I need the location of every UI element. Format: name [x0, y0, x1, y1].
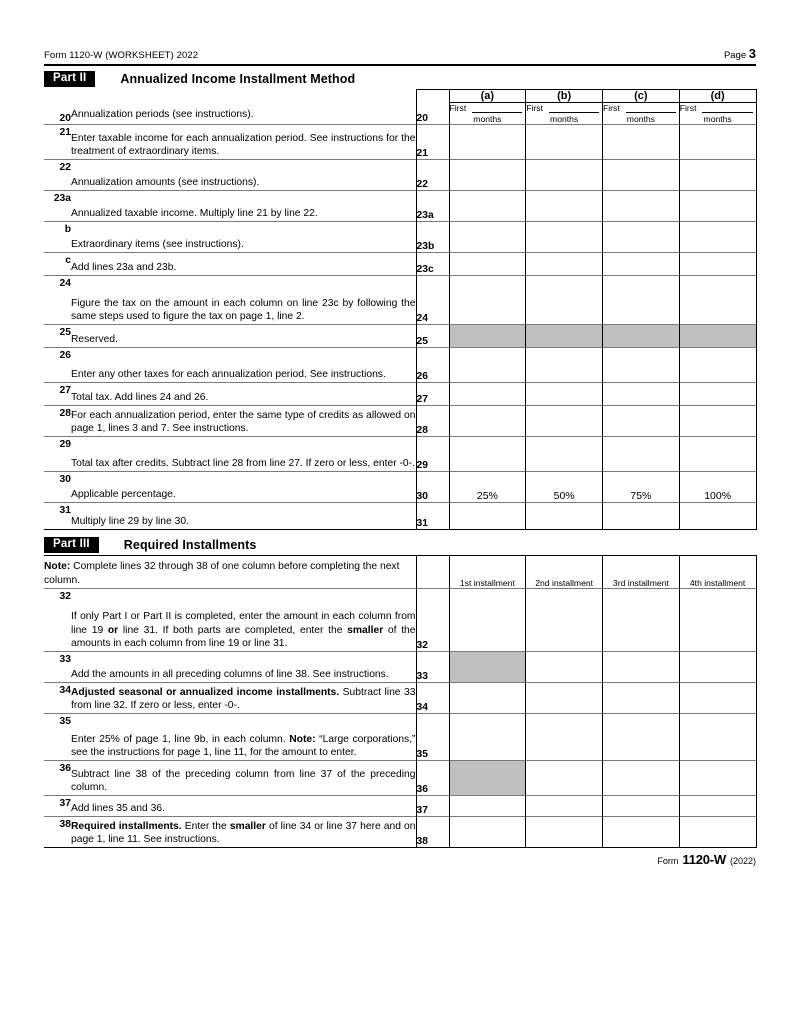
line-number-23a: 23a: [416, 191, 449, 222]
cell-input-p2-21-1[interactable]: [449, 125, 526, 160]
form-row-21: [44, 125, 756, 160]
row-desc-seg-38-2: Enter the: [181, 820, 230, 832]
cell-input-p3-37-1[interactable]: [449, 796, 526, 817]
part-2-header-lineno-spacer: [416, 90, 449, 103]
line-number-34: 34: [416, 683, 449, 714]
cell-input-p2-21-3[interactable]: [603, 125, 680, 160]
note-label: Note:: [44, 561, 71, 573]
row-description-36: [71, 761, 416, 796]
cell-input-p2-22-3[interactable]: [603, 160, 680, 191]
cell-input-p2-23c-3[interactable]: [603, 253, 680, 276]
line-number-23b: 23b: [416, 222, 449, 253]
row-number-34: 34: [44, 683, 71, 714]
part-2-banner: [44, 69, 756, 89]
row-desc-seg-33-1: Add the amounts in all preceding columns of line 38. See instructions.: [71, 669, 389, 681]
cell-shaded-p2-25-2: [526, 325, 603, 348]
form-row-26: [44, 348, 756, 383]
row-desc-seg-38-1: Required installments.: [71, 820, 182, 832]
cell-input-p2-24-3[interactable]: [603, 276, 680, 325]
row-description-22: Annualization amounts (see instructions).: [71, 160, 416, 191]
form-row-22: [44, 160, 756, 191]
page-indicator: [724, 46, 756, 61]
cell-input-p3-34-3[interactable]: [603, 683, 680, 714]
row-desc-seg-34-1: Adjusted seasonal or annualized income installments.: [71, 686, 340, 698]
row-number-22: 22: [44, 160, 71, 191]
page-label: Page: [723, 50, 747, 61]
cell-input-p2-30-1[interactable]: 25%: [449, 472, 526, 503]
cell-input-p2-23b-3[interactable]: [603, 222, 680, 253]
cell-input-p2-27-3[interactable]: [603, 383, 680, 406]
line-number-25: 25: [416, 325, 449, 348]
row-number-38: 38: [44, 817, 71, 848]
cell-input-p2-29-3[interactable]: [603, 437, 680, 472]
cell-input-p3-34-2[interactable]: [526, 683, 603, 714]
row-description-23b: Extraordinary items (see instructions).: [71, 222, 416, 253]
cell-input-p3-36-2[interactable]: [526, 761, 603, 796]
row-description-31: Multiply line 29 by line 30.: [71, 503, 416, 530]
cell-input-p2-21-4[interactable]: [679, 125, 756, 160]
installment-header-4: 4th installment: [679, 556, 756, 589]
cell-shaded-p3-36-1: [449, 761, 526, 796]
cell-input-p3-32-2[interactable]: [526, 589, 603, 652]
cell-input-p2-26-3[interactable]: [603, 348, 680, 383]
cell-input-p2-22-2[interactable]: [526, 160, 603, 191]
cell-input-p2-23a-3[interactable]: [603, 191, 680, 222]
row-number-25: 25: [44, 325, 71, 348]
cell-input-p2-30-3[interactable]: 75%: [603, 472, 680, 503]
cell-input-p2-24-4[interactable]: [679, 276, 756, 325]
row-description-21: Enter taxable income for each annualization period. See instructions for the treatment of extraordinary items.: [71, 125, 416, 160]
line-number-28: 28: [416, 406, 449, 437]
row-desc-seg-35-1: Enter 25% of page 1, line 9b, in each column.: [71, 733, 290, 745]
row-number-32: 32: [44, 589, 71, 652]
form-row-30: [44, 472, 756, 503]
part-2-column-header-row: [44, 90, 756, 103]
cell-shaded-p2-25-4: [679, 325, 756, 348]
cell-input-p2-28-2[interactable]: [526, 406, 603, 437]
cell-input-p3-36-3[interactable]: [603, 761, 680, 796]
part-2-header-spacer: [44, 90, 416, 103]
row-number-23b: b: [44, 222, 71, 253]
cell-input-p3-38-1[interactable]: [449, 817, 526, 848]
form-row-35: [44, 714, 756, 761]
row-number-31: 31: [44, 503, 71, 530]
cell-input-p2-23c-1[interactable]: [449, 253, 526, 276]
row-desc-seg-32-4: smaller: [347, 624, 384, 636]
form-row-38: [44, 817, 756, 848]
period-first-label: First: [603, 103, 620, 113]
form-row-27: [44, 383, 756, 406]
cell-input-p2-30-4[interactable]: 100%: [679, 472, 756, 503]
row-description-26: Enter any other taxes for each annualization period. See instructions.: [71, 348, 416, 383]
cell-input-p3-33-2[interactable]: [526, 652, 603, 683]
part-3-table: [44, 555, 757, 848]
column-header-c: (c): [603, 90, 680, 103]
row-description-35: [71, 714, 416, 761]
cell-input-p2-23b-4[interactable]: [679, 222, 756, 253]
line-number-36: 36: [416, 761, 449, 796]
form-row-32: [44, 589, 756, 652]
part-2-bottom-rule-seg: [603, 530, 680, 531]
row-number-27: 27: [44, 383, 71, 406]
form-identifier: Form 1120-W (WORKSHEET) 2022: [44, 50, 199, 61]
part-3-tag: Part III: [44, 537, 99, 554]
period-months-label: months: [473, 114, 502, 124]
line-number-23c: 23c: [416, 253, 449, 276]
cell-input-p2-23a-2[interactable]: [526, 191, 603, 222]
part-2-bottom-rule-seg: [526, 530, 603, 531]
period-first-label: First: [679, 103, 697, 113]
period-months-label: months: [550, 114, 579, 124]
part-2-table: [44, 89, 757, 530]
cell-input-p2-27-1[interactable]: [449, 383, 526, 406]
cell-input-p3-32-4[interactable]: [679, 589, 756, 652]
row-description-23a: Annualized taxable income. Multiply line 21 by line 22.: [71, 191, 416, 222]
cell-input-p3-35-1[interactable]: [449, 714, 526, 761]
column-header-b: (b): [526, 90, 603, 103]
period-first-label: First: [449, 103, 467, 113]
row-number-37: 37: [44, 796, 71, 817]
form-row-36: [44, 761, 756, 796]
part-2-bottom-rule: [44, 530, 756, 531]
row-description-38: [71, 817, 416, 848]
row-description-29: Total tax after credits. Subtract line 28 from line 27. If zero or less, enter -0-.: [71, 437, 416, 472]
cell-input-p2-22-4[interactable]: [679, 160, 756, 191]
line-number-31: 31: [416, 503, 449, 530]
cell-input-p2-31-4[interactable]: [679, 503, 756, 530]
cell-input-p2-28-4[interactable]: [679, 406, 756, 437]
form-row-23b: [44, 222, 756, 253]
cell-input-p2-21-2[interactable]: [526, 125, 603, 160]
cell-input-p3-33-4[interactable]: [679, 652, 756, 683]
cell-input-p2-31-2[interactable]: [526, 503, 603, 530]
page-header: [44, 0, 756, 61]
footer-form-number: 1120-W: [682, 852, 726, 867]
cell-input-p3-38-2[interactable]: [526, 817, 603, 848]
header-rule: [44, 64, 756, 66]
cell-input-p2-31-3[interactable]: [603, 503, 680, 530]
row-number-23a: 23a: [44, 191, 71, 222]
part-2-bottom-rule-seg: [449, 530, 526, 531]
installment-header-3: 3rd installment: [603, 556, 680, 589]
row-number-28: 28: [44, 406, 71, 437]
cell-input-p3-37-2[interactable]: [526, 796, 603, 817]
part-3-banner: [44, 535, 756, 555]
row-description-30: Applicable percentage.: [71, 472, 416, 503]
annualization-period-cell-3[interactable]: [603, 103, 680, 125]
cell-input-p2-29-2[interactable]: [526, 437, 603, 472]
row-desc-seg-35-3: “Large corporations,” see the instructions for page 1, line 11, for the amount to enter.: [71, 733, 416, 759]
line-number-38: 38: [416, 817, 449, 848]
row-desc-seg-32-5: of the amounts in each column from line 19 or line 31.: [71, 624, 416, 650]
cell-input-p2-26-4[interactable]: [679, 348, 756, 383]
cell-input-p2-23b-1[interactable]: [449, 222, 526, 253]
cell-input-p2-22-1[interactable]: [449, 160, 526, 191]
form-row-24: [44, 276, 756, 325]
row-description-32: [71, 589, 416, 652]
row-desc-seg-38-4: of line 34 or line 37 here and on page 1, line 11. See instructions.: [71, 820, 416, 846]
cell-input-p2-23c-4[interactable]: [679, 253, 756, 276]
cell-input-p2-31-1[interactable]: [449, 503, 526, 530]
cell-input-p3-35-4[interactable]: [679, 714, 756, 761]
footer-form-label: Form: [657, 856, 679, 866]
annualization-period-cell-2[interactable]: [526, 103, 603, 125]
cell-input-p2-26-2[interactable]: [526, 348, 603, 383]
cell-shaded-p2-25-1: [449, 325, 526, 348]
part-3-note-row: [44, 556, 756, 589]
line-number-20: 20: [416, 103, 449, 125]
row-desc-seg-37-1: Add lines 35 and 36.: [71, 803, 165, 815]
installment-header-2: 2nd installment: [526, 556, 603, 589]
form-row-23a: [44, 191, 756, 222]
form-row-33: [44, 652, 756, 683]
cell-input-p3-32-3[interactable]: [603, 589, 680, 652]
period-blank-line[interactable]: [702, 103, 752, 113]
part-3-header-lineno-spacer: [416, 556, 449, 589]
cell-input-p2-24-2[interactable]: [526, 276, 603, 325]
form-row-34: [44, 683, 756, 714]
row-desc-seg-35-2: Note:: [289, 733, 316, 745]
cell-input-p2-27-4[interactable]: [679, 383, 756, 406]
row-description-37: [71, 796, 416, 817]
cell-input-p2-27-2[interactable]: [526, 383, 603, 406]
line-number-27: 27: [416, 383, 449, 406]
cell-input-p2-29-4[interactable]: [679, 437, 756, 472]
line-number-26: 26: [416, 348, 449, 383]
line-number-29: 29: [416, 437, 449, 472]
page-number: 3: [748, 46, 756, 61]
row-description-24: Figure the tax on the amount in each column on line 23c by following the same steps used to figure the tax on page 1, line 2.: [71, 276, 416, 325]
cell-shaded-p3-33-1: [449, 652, 526, 683]
line-number-32: 32: [416, 589, 449, 652]
part-2-bottom-rule-seg: [71, 530, 416, 531]
line-number-30: 30: [416, 472, 449, 503]
line-number-22: 22: [416, 160, 449, 191]
row-number-33: 33: [44, 652, 71, 683]
cell-input-p3-34-1[interactable]: [449, 683, 526, 714]
row-number-21: 21: [44, 125, 71, 160]
cell-input-p2-29-1[interactable]: [449, 437, 526, 472]
form-row-20: [44, 103, 756, 125]
form-row-31: [44, 503, 756, 530]
form-page: [44, 0, 756, 867]
cell-shaded-p2-25-3: [603, 325, 680, 348]
row-description-28: For each annualization period, enter the same type of credits as allowed on page 1, lines 3 and 7. See instructions.: [71, 406, 416, 437]
form-row-23c: [44, 253, 756, 276]
form-row-29: [44, 437, 756, 472]
period-blank-line[interactable]: [549, 103, 599, 113]
cell-input-p3-36-4[interactable]: [679, 761, 756, 796]
form-row-28: [44, 406, 756, 437]
row-description-20: Annualization periods (see instructions).: [71, 109, 254, 121]
cell-input-p2-28-3[interactable]: [603, 406, 680, 437]
row-desc-seg-32-2: or: [107, 624, 119, 636]
row-number-26: 26: [44, 348, 71, 383]
cell-input-p3-32-1[interactable]: [449, 589, 526, 652]
cell-input-p2-23c-2[interactable]: [526, 253, 603, 276]
annualization-period-cell-1[interactable]: [449, 103, 526, 125]
page-footer: [44, 848, 756, 867]
row-description-27: Total tax. Add lines 24 and 26.: [71, 383, 416, 406]
line-number-35: 35: [416, 714, 449, 761]
cell-input-p3-37-4[interactable]: [679, 796, 756, 817]
part-2-title: Annualized Income Installment Method: [120, 72, 356, 86]
period-months-label: months: [626, 114, 655, 124]
cell-input-p3-34-4[interactable]: [679, 683, 756, 714]
cell-input-p2-30-2[interactable]: 50%: [526, 472, 603, 503]
period-blank-line[interactable]: [472, 103, 522, 113]
row-number-23c: c: [44, 253, 71, 276]
part-2-tag: Part II: [44, 71, 95, 88]
cell-input-p2-23a-4[interactable]: [679, 191, 756, 222]
row-desc-seg-32-1: If only Part I or Part II is completed, enter the amount in each column from line 19: [71, 611, 416, 636]
annualization-period-cell-4[interactable]: [679, 103, 756, 125]
cell-input-p2-24-1[interactable]: [449, 276, 526, 325]
row-desc-seg-36-1: Subtract line 38 of the preceding column from line 37 of the preceding column.: [71, 768, 416, 794]
column-header-d: (d): [679, 90, 756, 103]
row-description-34: [71, 683, 416, 714]
row-number-35: 35: [44, 714, 71, 761]
period-blank-line[interactable]: [626, 103, 676, 113]
part-3-note: [44, 556, 416, 589]
cell-input-p2-26-1[interactable]: [449, 348, 526, 383]
line-number-24: 24: [416, 276, 449, 325]
cell-input-p2-23a-1[interactable]: [449, 191, 526, 222]
installment-header-1: 1st installment: [449, 556, 526, 589]
line-number-33: 33: [416, 652, 449, 683]
part-2-bottom-rule-seg: [44, 530, 71, 531]
cell-input-p2-28-1[interactable]: [449, 406, 526, 437]
row-description-23c: Add lines 23a and 23b.: [71, 253, 416, 276]
column-header-a: (a): [449, 90, 526, 103]
cell-input-p3-35-3[interactable]: [603, 714, 680, 761]
row-description-33: [71, 652, 416, 683]
line-number-21: 21: [416, 125, 449, 160]
cell-input-p3-33-3[interactable]: [603, 652, 680, 683]
line-number-37: 37: [416, 796, 449, 817]
footer-year: (2022): [729, 856, 756, 866]
part-2-bottom-rule-seg: [416, 530, 449, 531]
form-row-25: [44, 325, 756, 348]
cell-input-p3-38-3[interactable]: [603, 817, 680, 848]
cell-input-p2-23b-2[interactable]: [526, 222, 603, 253]
row-description-25: Reserved.: [71, 325, 416, 348]
cell-input-p3-38-4[interactable]: [679, 817, 756, 848]
part-2-bottom-rule-seg: [679, 530, 756, 531]
period-months-label: months: [703, 114, 732, 124]
row-number-36: 36: [44, 761, 71, 796]
row-number-20: 20: [59, 113, 71, 124]
cell-input-p3-37-3[interactable]: [603, 796, 680, 817]
cell-input-p3-35-2[interactable]: [526, 714, 603, 761]
row-number-24: 24: [44, 276, 71, 325]
row-desc-seg-34-2: Subtract line 33 from line 32. If zero or less, enter -0-.: [71, 686, 416, 712]
row-desc-seg-32-3: line 31. If both parts are completed, enter the: [118, 624, 348, 636]
part-3-title: Required Installments: [123, 538, 257, 552]
row-number-30: 30: [44, 472, 71, 503]
row-number-29: 29: [44, 437, 71, 472]
note-text: Complete lines 32 through 38 of one column before completing the next column.: [44, 561, 400, 587]
period-first-label: First: [526, 103, 543, 113]
form-row-37: [44, 796, 756, 817]
row-desc-seg-38-3: smaller: [229, 820, 266, 832]
